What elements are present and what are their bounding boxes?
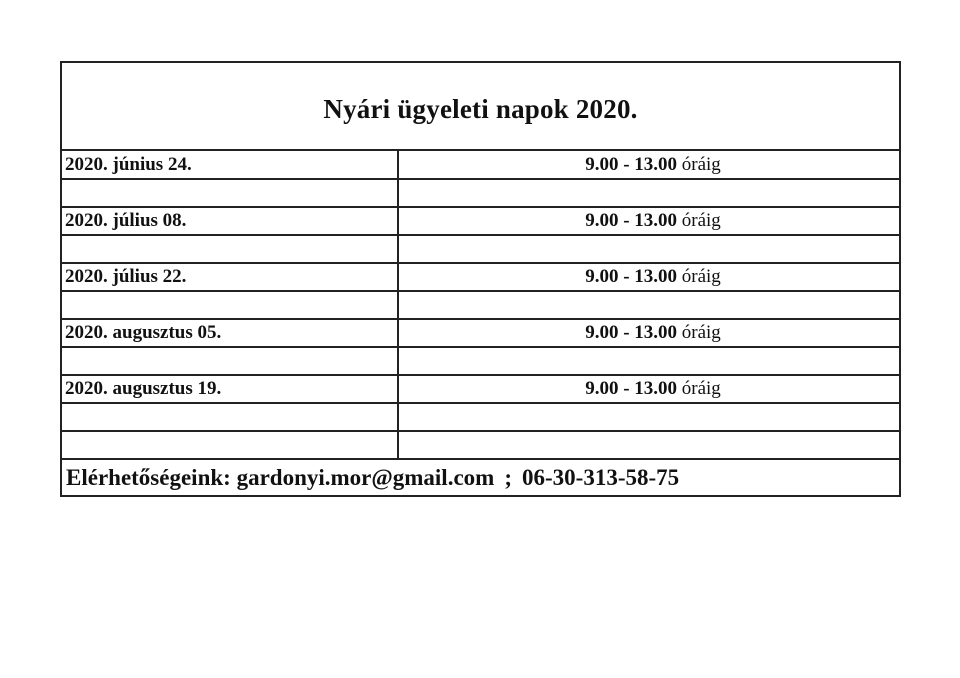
hours-suffix: óráig (681, 378, 721, 399)
table-row (62, 403, 899, 431)
date-cell: 2020. augusztus 05. (62, 319, 398, 347)
hours-cell (398, 151, 899, 179)
table-row (62, 151, 899, 179)
table-row (62, 179, 899, 207)
hours-suffix: óráig (681, 322, 721, 343)
date-cell (62, 403, 398, 431)
contact-label: Elérhetőségeink: (66, 464, 231, 490)
contact-phone[interactable]: 06-30-313-58-75 (522, 464, 680, 490)
date-cell (62, 179, 398, 207)
hours-range: 9.00 - 13.00 (585, 378, 678, 399)
hours-range: 9.00 - 13.00 (585, 322, 678, 343)
hours-range: 9.00 - 13.00 (585, 153, 678, 175)
date-cell (62, 291, 398, 319)
date-cell: 2020. július 08. (62, 207, 398, 235)
table-row (62, 347, 899, 375)
hours-cell (398, 319, 899, 347)
table-row (62, 319, 899, 347)
hours-cell (398, 179, 899, 207)
hours-cell (398, 431, 899, 459)
hours-cell (398, 263, 899, 291)
date-cell: 2020. augusztus 19. (62, 375, 398, 403)
hours-cell (398, 347, 899, 375)
date-cell: 2020. június 24. (62, 151, 398, 179)
schedule-body (62, 151, 899, 459)
hours-suffix: óráig (681, 210, 721, 231)
table-row (62, 263, 899, 291)
date-cell (62, 347, 398, 375)
hours-cell (398, 291, 899, 319)
table-row (62, 235, 899, 263)
hours-range: 9.00 - 13.00 (585, 210, 678, 231)
hours-cell (398, 235, 899, 263)
date-cell (62, 431, 398, 459)
title-row (62, 63, 899, 151)
page-title: Nyári ügyeleti napok 2020. (323, 93, 638, 124)
date-cell (62, 235, 398, 263)
hours-cell (398, 375, 899, 403)
hours-cell (398, 403, 899, 431)
hours-suffix: óráig (681, 266, 721, 287)
schedule-sheet (60, 61, 901, 497)
contact-separator: ; (504, 464, 512, 490)
table-row (62, 431, 899, 459)
schedule-table (62, 151, 899, 460)
date-cell: 2020. július 22. (62, 263, 398, 291)
hours-range: 9.00 - 13.00 (585, 266, 678, 287)
contact-row (62, 460, 899, 495)
hours-suffix: óráig (681, 153, 721, 175)
table-row (62, 207, 899, 235)
table-row (62, 375, 899, 403)
table-row (62, 291, 899, 319)
contact-email[interactable]: gardonyi.mor@gmail.com (236, 464, 495, 490)
hours-cell (398, 207, 899, 235)
